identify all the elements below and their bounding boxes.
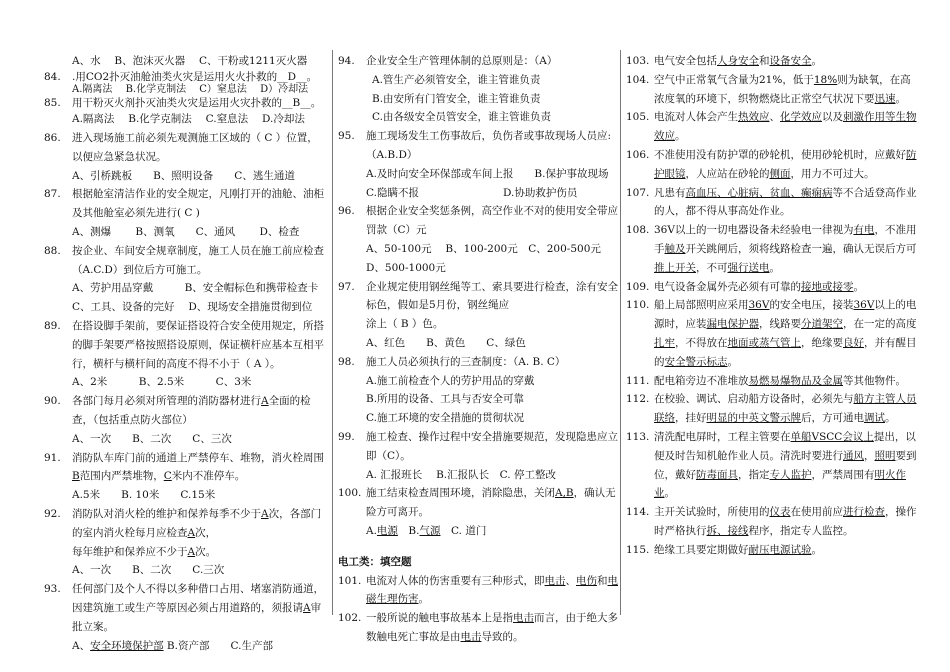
answer-blank: 电源 (376, 524, 398, 537)
question-85: 85. 用干粉灭火剂扑灭油类火灾是运用火灾扑救的__B__。 (44, 97, 322, 110)
question-96: 96. 根据企业安全奖惩条例，高空作业不对的使用安全带应罚款（C）元 (338, 205, 618, 237)
question-84: 84. .用CO2扑灭油舱油类火灾是运用火火扑救的__D__。 (44, 70, 318, 83)
answer-blank: 漏电保护器 (706, 318, 759, 331)
answer-blank: 电击 (544, 574, 566, 587)
answer-blank: 易燃易爆物品及金属 (748, 374, 843, 387)
answer-blank: 电伤 (576, 574, 597, 587)
answer-blank: 单船VSCC会议上 (790, 430, 874, 443)
answer-blank: 调试 (864, 412, 885, 425)
answer-blank: 人身安全 (717, 55, 759, 67)
answer-blank: 高血压、心脏病、贫血、癫痫病 (685, 186, 833, 199)
answer-blank: 热效应 (738, 111, 770, 124)
q99-options: A. 汇报班长 B.汇报队长 C. 停工整改 (366, 468, 556, 481)
answer-blank: 地面或蒸气管上 (727, 336, 801, 349)
question-115: 115. 绝缘工具要定期做好耐压电源试验。 (626, 543, 822, 556)
answer-blank: A,B (555, 487, 574, 500)
question-98: 98. 施工人员必须执行的三查制度：（A. B. C） (338, 355, 566, 368)
answer-blank: A (187, 526, 196, 539)
question-101: 101. 电流对人体的伤害重要有三种形式，即电击、电伤和电磁生理伤害。 (338, 574, 618, 606)
answer-blank: 扎牢 (654, 336, 675, 349)
answer-blank: 推上开关 (654, 261, 696, 274)
answer-blank: 有电 (853, 224, 875, 237)
q97-options: A、红色 B、黄色 C、绿色 (366, 336, 526, 349)
answer-blank: 分道架空 (801, 318, 843, 331)
q89-options: A、2米 B、2.5米 C、3米 (72, 376, 252, 389)
q94-option-a: A.管生产必须管安全，谁主管谁负责 (372, 73, 541, 86)
question-108: 108. 36V以上的一切电器设备未经验电一律视为有电，不准用手触及开关跳闸后，须将线路检查一遍，确认无误后方可推上开关，不可强行送电。 (626, 224, 917, 274)
answer-blank: 设备安全 (769, 55, 812, 67)
answer-blank: 迅速 (874, 92, 896, 105)
answer-blank: 电击 (460, 630, 482, 643)
answer-blank: A (187, 545, 196, 558)
q100-options: A.电源 B.气源 C. 道门 (366, 524, 487, 537)
q98-option-a: A.施工前检查个人的劳护用品的穿戴 (366, 374, 535, 387)
q84-options: A.隔离法 B.化学克制法 C）窒息法 D）冷却法 (72, 83, 309, 95)
q92-line2: 每年维护和保养应不少于A次。 (72, 545, 217, 558)
q88-option-ab: A、劳护用品穿戴 B、安全帽标色和携带检查卡 (72, 282, 319, 295)
answer-blank: 明显的中英文警示牌 (706, 412, 801, 425)
answer-blank: 触及 (664, 242, 686, 255)
answer-blank: 仪表 (769, 506, 791, 519)
question-99: 99. 施工检查、操作过程中安全措施要规范，发现隐患应立即（C）。 (338, 430, 618, 462)
question-107: 107. 凡患有高血压、心脏病、贫血、癫痫病等不合适登高作业的人，都不得从事高处作业。 (626, 186, 917, 218)
question-103: 103. 电气安全包括人身安全和设备安全。 (626, 55, 822, 67)
answer-blank: 拆、接线 (706, 524, 749, 537)
answer-blank: 电磁生理伤害 (366, 574, 618, 606)
answer-blank: C (163, 470, 172, 483)
column-1 (44, 52, 324, 655)
section-heading: 电工类：填空题 (338, 555, 412, 568)
answer-blank: A (261, 395, 269, 408)
q96-option-d: D、500-1000元 (366, 261, 446, 274)
question-100: 100. 施工结束检查周围环境，消除隐患，关闭A,B，确认无险方可离开。 (338, 487, 616, 519)
q95-option-cd: C.隐瞒不报 D.协助救护伤员 (366, 186, 578, 199)
q98-option-c: C.施工环境的安全措施的贯彻状况 (366, 412, 524, 425)
answer-blank: 安全警示标志 (664, 355, 728, 368)
q94-option-b: B.由安所有门管安全，谁主管谁负责 (372, 92, 541, 105)
q83-options: A、水 B、泡沫灭火器 C、干粉或1211灭火器 (72, 55, 308, 67)
question-89: 89. 在搭设脚手架前，要保证搭设符合安全使用规定，所搭的脚手架要严格按照搭设原则，保证横杆应基本互相平行，横杆与横杆间的高度不得不小于（ A ）。 (44, 320, 324, 370)
answer-blank: 船方主管人员联络 (654, 393, 917, 425)
answer-blank: 照明 (874, 449, 896, 462)
q86-options: A、引桥跳板 B、照明设备 C、逃生通道 (72, 169, 295, 182)
question-92: 92. 消防队对消火栓的维护和保养每季不少于A次，各部门的室内消火栓每月应检查A次， (44, 508, 322, 539)
answer-blank: 化学效应 (780, 111, 822, 124)
q87-options: A、测爆 B、测氧 C、通风 D、检查 (72, 226, 300, 239)
q91-options: A.5米 B. 10米 C.15米 (72, 489, 216, 502)
q85-options: A.隔离法 B.化学克制法 C.窒息法 D.冷却法 (72, 113, 305, 126)
question-109: 109. 电气设备金属外壳必须有可靠的接地或接零。 (626, 280, 864, 293)
answer-blank: 耐压电源试验 (748, 543, 812, 556)
question-87: 87. 根据舱室清洁作业的安全规定，凡刚打开的油舱、油柜及其他舱室必须先进行( C ) (44, 188, 324, 220)
column-2 (338, 52, 620, 647)
question-102: 102. 一般所说的触电事故基本上是指电击而言，由于绝大多数触电死亡事故是由电击导致的。 (338, 612, 618, 643)
q93-options: A、安全环境保护部 B.资产部 C.生产部 (72, 639, 273, 652)
answer-blank: 专人监护 (769, 468, 812, 481)
question-110: 110. 船上局部照明应采用36V的安全电压，接装36V以上的电源时，应装漏电保护器，线路要分道架空，在一定的高度扎牢，不得放在地面或蒸气管上，绝缘要良好，并有醒目的安全警示标志。 (626, 299, 917, 368)
answer-blank: 36V (748, 299, 770, 312)
question-113: 113. 清洗配电屏时，工程主管要在单船VSCC会议上提出，以便及时告知机舱作业人员。清洗时要进行通风，照明要到位，戴好防毒面具，指定专人监护，严禁周围有明火作业。 (626, 430, 917, 500)
answer-blank: 36V (853, 299, 875, 312)
question-94: 94. 企业安全生产管理体制的总原则是：（A） (338, 55, 558, 67)
answer-blank: 接地或接零 (801, 280, 854, 293)
q95-option-ab: A.及时向安全环保部或车间上报 B.保护事故现场 (366, 167, 609, 180)
question-97: 97. 企业规定使用钢丝绳等工、索具要进行检查，涂有安全标色，假如是5月份，钢丝绳应 (338, 280, 618, 312)
question-91: 91. 消防队车库门前的通道上严禁停车、堆物，消火栓周围B范围内严禁堆物，C米内不准停车。 (44, 451, 324, 483)
answer-blank: 气源 (419, 524, 441, 537)
q94-option-c: C.由各级安全员管安全，谁主管谁负责 (372, 111, 551, 124)
column-divider (332, 50, 333, 615)
answer-blank: 进行检查 (843, 506, 885, 519)
question-93: 93. 任何部门及个人不得以多种借口占用、堵塞消防通道，因建筑施工或生产等原因必须占用道路的，须报请A审批立案。 (44, 583, 324, 633)
q98-option-b: B.所用的设备、工具与否安全可靠 (366, 393, 525, 406)
question-104: 104. 空气中正常氧气含量为21%，低于18%则为缺氧，在高浓度氧的环境下，织物燃烧比正常空气状况下要迅速。 (626, 73, 911, 105)
answer-blank: 安全环境保护部 (90, 639, 164, 652)
answer-blank: 明火作业 (654, 468, 906, 500)
question-88: 88. 按企业、车间安全规章制度，施工人员在施工前应检查（A.C.D）到位后方可施工。 (44, 244, 324, 276)
question-86: 86. 进入现场施工前必须先观测施工区域的（ C ）位置，以便应急紧急状况。 (44, 132, 318, 163)
answer-blank: 良好 (843, 336, 864, 349)
q92-options: A、一次 B、二次 C.三次 (72, 564, 225, 577)
answer-blank: 刺激作用等生物效应 (654, 111, 917, 143)
answer-blank: A (303, 602, 311, 615)
question-111: 111. 配电箱旁边不准堆放易燃易爆物品及金属等其他物件。 (626, 374, 906, 387)
q97-line2: 涂上（ B ）色。 (366, 318, 444, 331)
answer-blank: 强行送电 (727, 261, 770, 274)
column-3 (626, 52, 918, 560)
q96-options: A、50-100元 B、100-200元 C、200-500元 (366, 242, 601, 255)
column-divider (620, 50, 621, 615)
answer-blank: 防毒面具 (696, 468, 738, 481)
question-106: 106. 不准使用没有防护罩的砂轮机，使用砂轮机时，应戴好防护眼镜，人应站在砂轮的侧面，用力不可过大。 (626, 148, 917, 180)
question-112: 112. 在校验、调试、启动船方设备时，必须先与船方主管人员联络，挂好明显的中英文警示牌后，方可通电调试。 (626, 393, 917, 425)
question-95: 95. 施工现场发生工伤事故后，负伤者或事故现场人员应:（A.B.D） (338, 130, 612, 161)
answer-blank: 通风 (843, 449, 864, 462)
q90-options: A、一次 B、二次 C、三次 (72, 432, 232, 445)
q88-option-cd: C、工具、设备的完好 D、现场安全措施贯彻到位 (72, 301, 313, 314)
question-114: 114. 主开关试验时，所使用的仪表在使用前应进行检查，操作时严格执行拆、接线程序，指定专人监控。 (626, 506, 917, 537)
question-105: 105. 电流对人体会产生热效应、化学效应以及刺激作用等生物效应。 (626, 111, 917, 143)
answer-blank: 18% (813, 73, 838, 86)
answer-blank: B (72, 470, 80, 483)
answer-blank: 防护眼镜 (654, 148, 917, 180)
question-90: 90. 各部门每月必须对所管理的消防器材进行A全面的检查，（包括重点防火部位） (44, 395, 311, 427)
answer-blank: A (261, 508, 269, 521)
answer-blank: 电击 (513, 612, 534, 625)
answer-blank: 侧面 (769, 167, 791, 180)
